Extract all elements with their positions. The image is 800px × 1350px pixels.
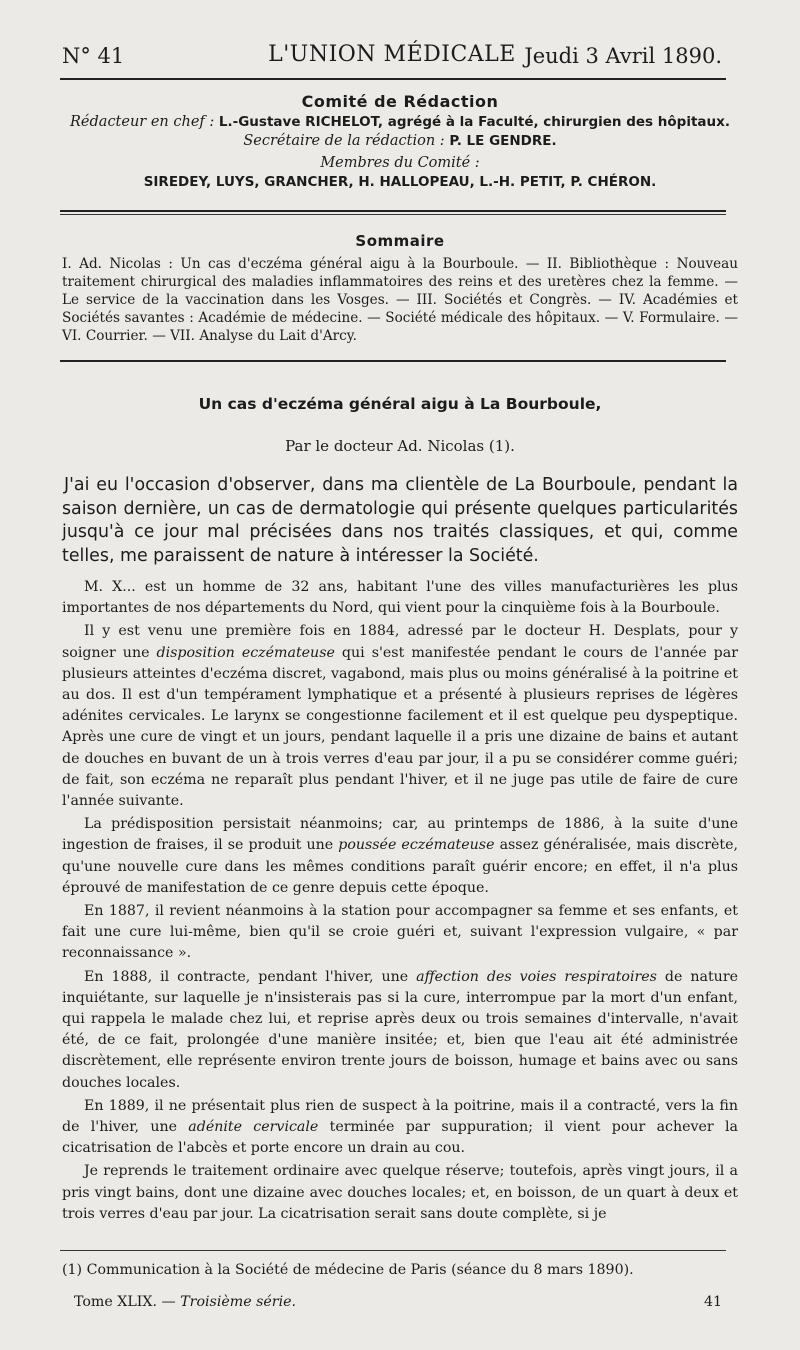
membres-names: SIREDEY, LUYS, GRANCHER, H. HALLOPEAU, L.-H. PETIT, P. CHÉRON. [143,174,657,190]
header-rule [60,78,726,80]
paragraph: En 1888, il contracte, pendant l'hiver, une affection des voies respiratoires de nature inquiétante, sur laquelle je n'insisterais pas si la cure, interrompue par la mort d'un enfant, qui rappela le malade chez lui, et reprise après deux ou trois semaines d'intervalle, n'avait été, de ce fait, prolongée d'une manière insitée; et, bien que l'eau ait été administrée discrètement, elle représente environ trente jours de boisson, humage et bains avec ou sans douches locales. [62,968,738,1091]
paragraph: Je reprends le traitement ordinaire avec quelque réserve; toutefois, après vingt jours, il a pris vingt bains, dont une dizaine avec douches locales; et, en boisson, de un quart à deux et trois verres d'eau par jour. La cicatrisation serait sans doute complète, si je [62,1163,738,1222]
comite-rule-thin [60,214,726,215]
membres-label: Membres du Comité : [320,155,480,171]
page-number: 41 [703,1294,722,1310]
paragraph: En 1887, il revient néanmoins à la station pour accompagner sa femme et ses enfants, et fait une cure lui-même, bien qu'il se croie guéri et, suivant l'expression vulgaire, « par reconnaissance ». [62,903,738,962]
article-body [62,577,738,1225]
tome-label: Tome XLIX. — [74,1294,181,1310]
comite-title: Comité de Rédaction [301,92,499,111]
sommaire-rule [60,360,726,362]
issue-number: N° 41 [62,44,125,68]
paragraph: Il y est venu une première fois en 1884, adressé par le docteur H. Desplats, pour y soigner une disposition eczémateuse qui s'est manifestée pendant le cours de l'année par plusieurs atteintes d'eczéma discret, vagabond, mais plus ou moins généralisé à la poitrine et au dos. Il est d'un tempérament lymphatique et a présenté à plusieurs reprises de légères adénites cervicales. Le larynx se congestionne facilement et il est quelque peu dyspeptique. Après une cure de vingt et un jours, pendant laquelle il a pris une dizaine de bains et autant de douches en buvant de un à trois verres d'eau par jour, il a pu se considérer comme guéri; de fait, son eczéma ne reparaît plus pendant l'hiver, et il ne juge pas utile de faire de cure l'année suivante. [62,623,738,810]
redacteur-label: Rédacteur en chef : [70,114,215,130]
issue-date: Jeudi 3 Avril 1890. [524,44,722,68]
article-byline: Par le docteur Ad. Nicolas (1). [285,437,515,455]
footnote: (1) Communication à la Société de médecine de Paris (séance du 8 mars 1890). [62,1262,634,1278]
footnote-rule [60,1250,726,1251]
page-header [62,36,722,80]
secretaire-label: Secrétaire de la rédaction : [243,133,445,149]
redacteur-name: L.-Gustave RICHELOT, agrégé à la Faculté, chirurgien des hôpitaux. [218,114,730,130]
sommaire-text: I. Ad. Nicolas : Un cas d'eczéma général aigu à la Bourboule. — II. Bibliothèque : Nouveau traitement chirurgical des maladies inflammatoires des reins et des uretères chez la femme. — Le service de la vaccination dans les Vosges. — III. Sociétés et Congrès. — IV. Académies et Sociétés savantes : Académie de médecine. — Société médicale des hôpitaux. — V. Formulaire. — VI. Courrier. — VII. Analyse du Lait d'Arcy. [62,256,738,344]
journal-title: L'UNION MÉDICALE [268,42,516,67]
paragraph: En 1889, il ne présentait plus rien de suspect à la poitrine, mais il a contracté, vers la fin de l'hiver, une adénite cervicale terminée par suppuration; il vient pour achever la cicatrisation de l'abcès et porte encore un drain au cou. [62,1097,739,1157]
paragraph: La prédisposition persistait néanmoins; car, au printemps de 1886, à la suite d'une ingestion de fraises, il se produit une poussée eczémateuse assez généralisée, mais discrète, qu'une nouvelle cure dans les mêmes conditions paraît guérir encore; en effet, il n'a plus éprouvé de manifestation de ce genre depuis cette époque. [62,816,738,896]
comite-block [30,92,770,190]
secretaire-name: P. LE GENDRE. [449,133,557,149]
comite-rule [60,210,726,212]
sommaire-title: Sommaire [355,232,445,250]
paragraph: M. X... est un homme de 32 ans, habitant l'une des villes manufacturières les plus importantes de nos départements du Nord, qui vient pour la cinquième fois à la Bourboule. [62,579,738,617]
article-title: Un cas d'eczéma général aigu à La Bourboule, [198,395,602,413]
article-lead: J'ai eu l'occasion d'observer, dans ma clientèle de La Bourboule, pendant la saison dernière, un cas de dermatologie qui présente quelques particularités jusqu'à ce jour mal précisées dans nos traités classiques, et qui, comme telles, me paraissent de nature à intéresser la Société. [62,475,738,566]
serie-label: Troisième série. [180,1294,297,1310]
